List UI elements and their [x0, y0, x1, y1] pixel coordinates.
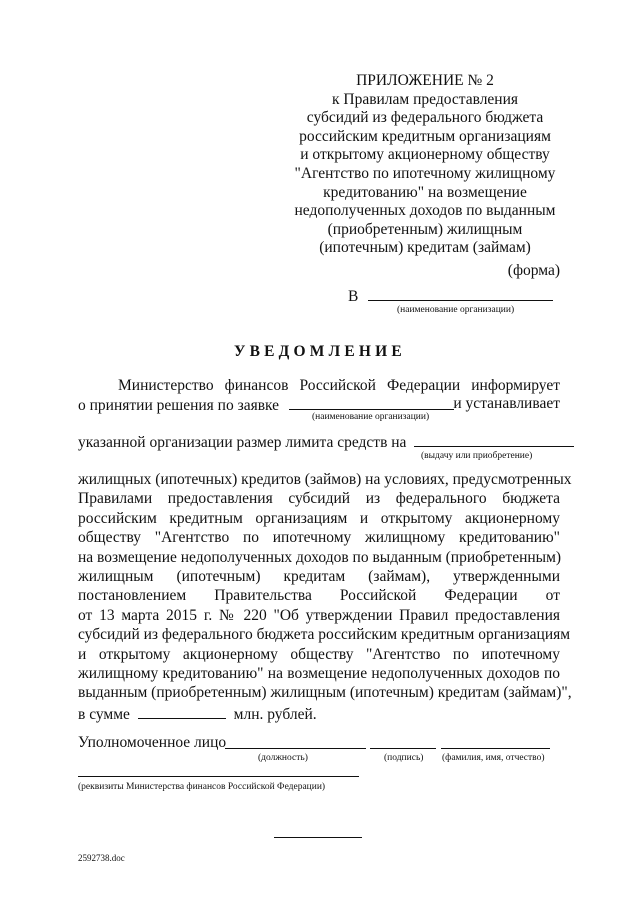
- file-name: 2592738.doc: [78, 853, 125, 863]
- addressee-field[interactable]: [368, 286, 553, 301]
- application-org-field[interactable]: [289, 395, 454, 410]
- separator-line: [274, 837, 362, 838]
- intro-line-3: [78, 432, 560, 452]
- header-line: кредитованию" на возмещение: [323, 183, 527, 201]
- intro-line2-start: о принятии решения по заявке: [78, 397, 280, 414]
- document-heading: УВЕДОМЛЕНИЕ: [234, 343, 406, 360]
- intro-line3-start: указанной организации размер лимита средств на: [78, 434, 407, 451]
- sum-prefix: в сумме: [78, 706, 130, 723]
- header-line: "Агентство по ипотечному жилищному: [294, 164, 556, 182]
- form-label: (форма): [507, 262, 560, 279]
- position-caption: (должность): [258, 753, 308, 763]
- addressee-prefix: В: [348, 288, 359, 305]
- body-line: жилищному кредитованию" на возмещение недополученных доходов по: [78, 665, 560, 682]
- body-line: на возмещение недополученных доходов по выданным (приобретенным): [78, 549, 562, 566]
- addressee-caption: (наименование организации): [397, 305, 515, 315]
- position-field[interactable]: [225, 734, 366, 749]
- limit-purpose-caption: (выдачу или приобретение): [421, 451, 533, 461]
- limit-purpose-field[interactable]: [414, 432, 574, 447]
- body-line: жилищным (ипотечным) кредитам (займам), утвержденными: [78, 568, 560, 585]
- intro-line2-end: и устанавливает: [453, 395, 560, 412]
- body-line: от 13 марта 2015 г. № 220 "Об утверждении Правил предоставления: [78, 607, 560, 624]
- header-line: (приобретенным) жилищным: [327, 220, 523, 238]
- sum-line: [78, 704, 317, 724]
- header-line: (ипотечным) кредитам (займам): [319, 239, 531, 257]
- header-line: к Правилам предоставления: [331, 90, 519, 108]
- ministry-requisites-caption: (реквизиты Министерства финансов Российской Федерации): [78, 782, 326, 792]
- authorized-person-label: Уполномоченное лицо: [78, 734, 227, 751]
- addressee-line: [348, 286, 553, 306]
- appendix-title: ПРИЛОЖЕНИЕ № 2: [356, 72, 494, 89]
- signature-field[interactable]: [370, 734, 436, 749]
- header-line: российским кредитным организациям: [299, 127, 551, 145]
- header-line: и открытому акционерному обществу: [300, 146, 550, 164]
- body-line: Правилами предоставления субсидий из федерального бюджета: [78, 490, 560, 507]
- full-name-field[interactable]: [441, 734, 550, 749]
- body-line: выданным (приобретенным) жилищным (ипотечным) кредитам (займам)",: [78, 684, 572, 701]
- full-name-caption: (фамилия, имя, отчество): [442, 753, 545, 763]
- sum-suffix: млн. рублей.: [233, 706, 317, 723]
- header-line: недополученных доходов по выданным: [294, 202, 556, 220]
- body-line: российским кредитным организациям и открытому акционерному: [78, 510, 560, 527]
- appendix-header: [270, 72, 580, 258]
- body-line: субсидий из федерального бюджета российским кредитным организациям: [78, 626, 571, 643]
- header-line: субсидий из федерального бюджета: [306, 109, 544, 127]
- body-line: и открытому акционерному обществу "Агентство по ипотечному: [78, 646, 560, 663]
- body-line: жилищных (ипотечных) кредитов (займов) на условиях, предусмотренных: [78, 471, 572, 488]
- sum-field[interactable]: [138, 704, 226, 719]
- signature-caption: (подпись): [384, 753, 424, 763]
- intro-line-1: Министерство финансов Российской Федерации информирует: [118, 377, 560, 394]
- body-line: обществу "Агентство по ипотечному жилищному кредитованию": [78, 529, 560, 546]
- application-org-caption: (наименование организации): [312, 412, 430, 422]
- body-line: постановлением Правительства Российской Федерации от: [78, 587, 560, 604]
- ministry-requisites-field[interactable]: [78, 762, 359, 777]
